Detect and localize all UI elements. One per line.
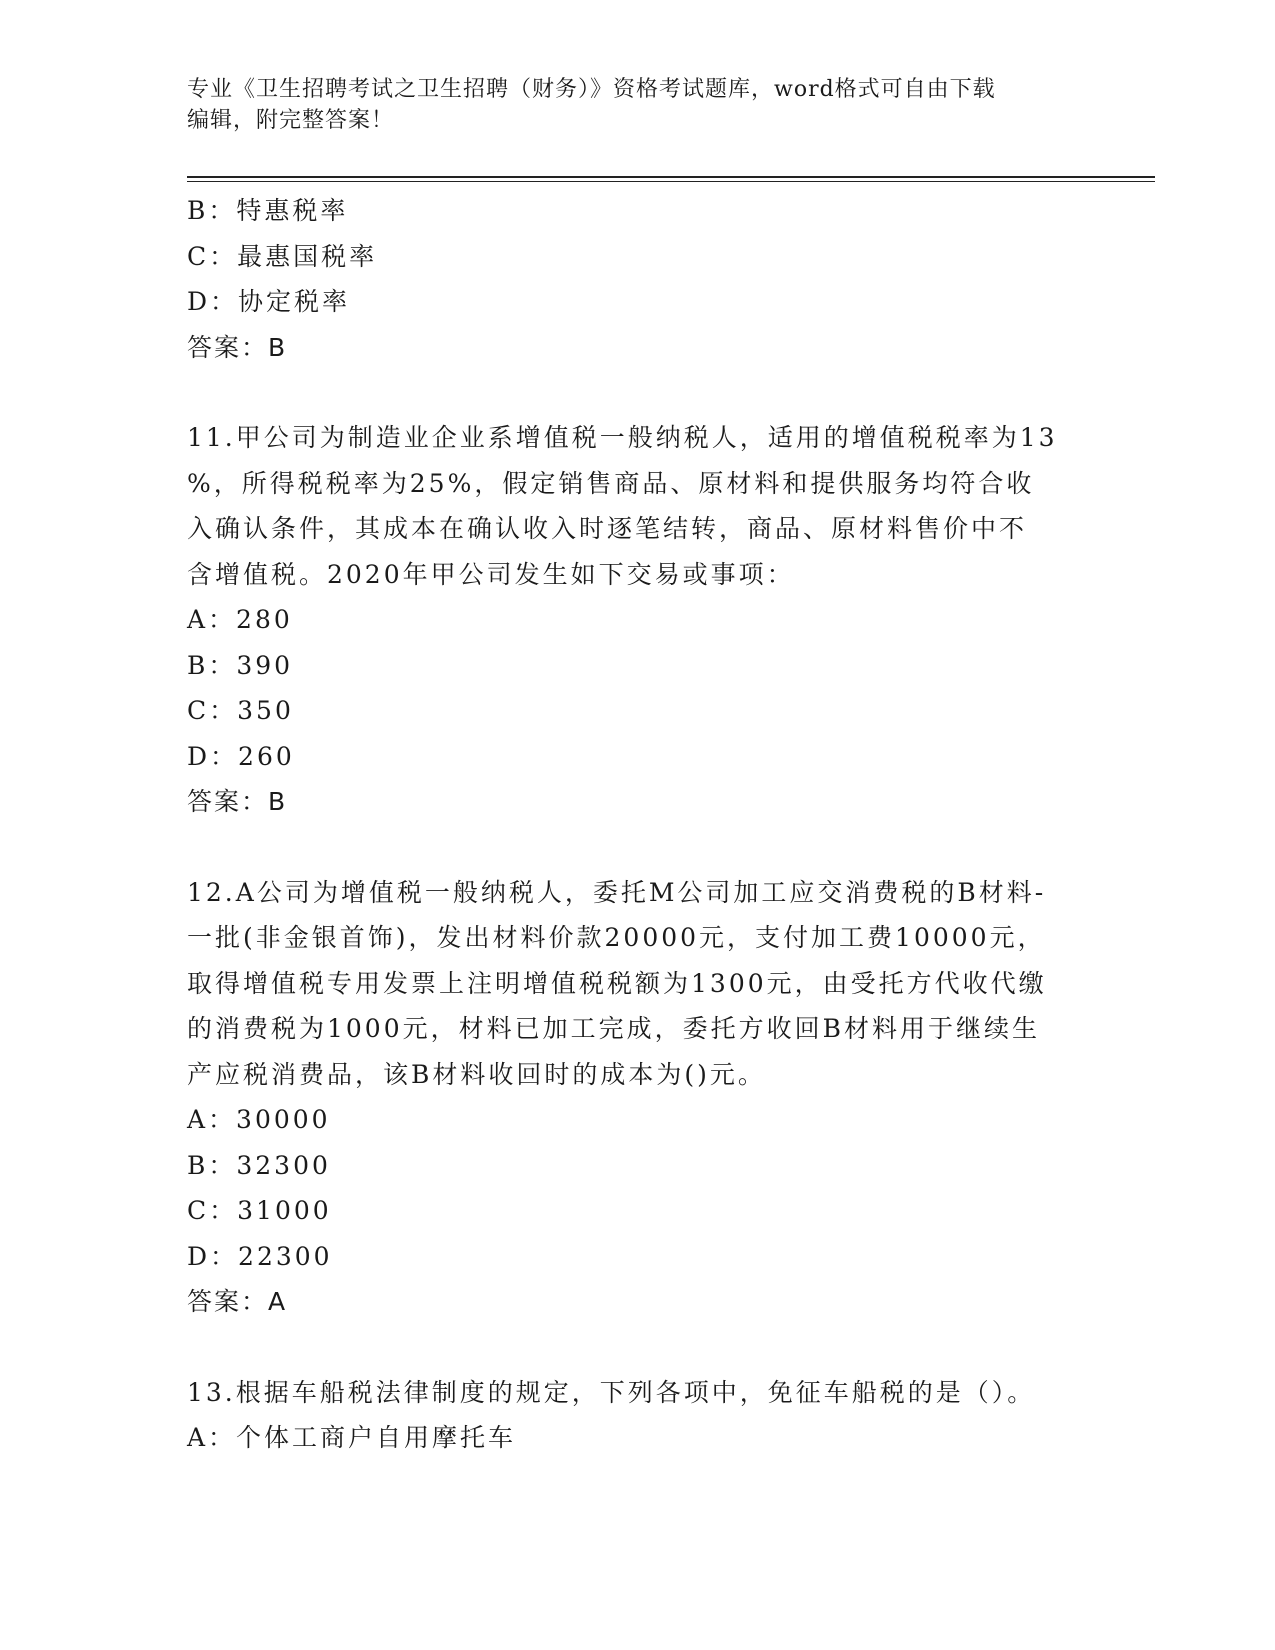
spacer (187, 370, 1087, 415)
question-13 (187, 1370, 1087, 1461)
question-12 (187, 870, 1087, 1325)
question-stem-line: %，所得税税率为25%，假定销售商品、原材料和提供服务均符合收 (187, 468, 1035, 498)
option-a: A：280 (187, 605, 293, 634)
question-11 (187, 415, 1087, 825)
option-a: A：个体工商户自用摩托车 (187, 1423, 517, 1452)
option-d: D：22300 (187, 1241, 333, 1271)
option-b: B：390 (187, 650, 294, 680)
header-rule-thick (187, 176, 1155, 178)
option-c: C：31000 (187, 1196, 332, 1225)
document-header (187, 74, 1087, 136)
question-stem-line: 11.甲公司为制造业企业系增值税一般纳税人，适用的增值税税率为13 (187, 423, 1058, 452)
answer: 答案：B (187, 332, 288, 362)
question-stem-line: 含增值税。2020年甲公司发生如下交易或事项： (187, 559, 795, 589)
option-b: B：特惠税率 (187, 196, 349, 225)
question-stem-line: 一批(非金银首饰)，发出材料价款20000元，支付加工费10000元， (187, 923, 1046, 952)
option-d: D：260 (187, 741, 295, 771)
header-line: 编辑，附完整答案！ (187, 108, 395, 133)
option-d: D：协定税率 (187, 287, 351, 316)
option-c: C：350 (187, 696, 294, 725)
question-stem-line: 12.A公司为增值税一般纳税人，委托M公司加工应交消费税的B材料- (187, 877, 1047, 907)
spacer (187, 1325, 1087, 1370)
answer: 答案：B (187, 787, 288, 816)
answer: 答案：A (187, 1287, 288, 1316)
spacer (187, 825, 1087, 870)
option-b: B：32300 (187, 1150, 331, 1180)
question-stem-line: 产应税消费品，该B材料收回时的成本为()元。 (187, 1059, 766, 1089)
option-a: A：30000 (187, 1105, 331, 1134)
question-stem-line: 13.根据车船税法律制度的规定，下列各项中，免征车船税的是（）。 (187, 1377, 1036, 1407)
question-stem-line: 入确认条件，其成本在确认收入时逐笔结转，商品、原材料售价中不 (187, 514, 1028, 543)
question-list (187, 188, 1087, 1461)
header-line: 专业《卫生招聘考试之卫生招聘（财务）》资格考试题库，word格式可自由下载 (187, 77, 996, 102)
question-10-tail (187, 188, 1087, 370)
question-stem-line: 的消费税为1000元，材料已加工完成，委托方收回B材料用于继续生 (187, 1014, 1040, 1043)
option-c: C：最惠国税率 (187, 241, 378, 271)
question-stem-line: 取得增值税专用发票上注明增值税税额为1300元，由受托方代收代缴 (187, 968, 1047, 998)
header-rule-thin (187, 181, 1155, 182)
